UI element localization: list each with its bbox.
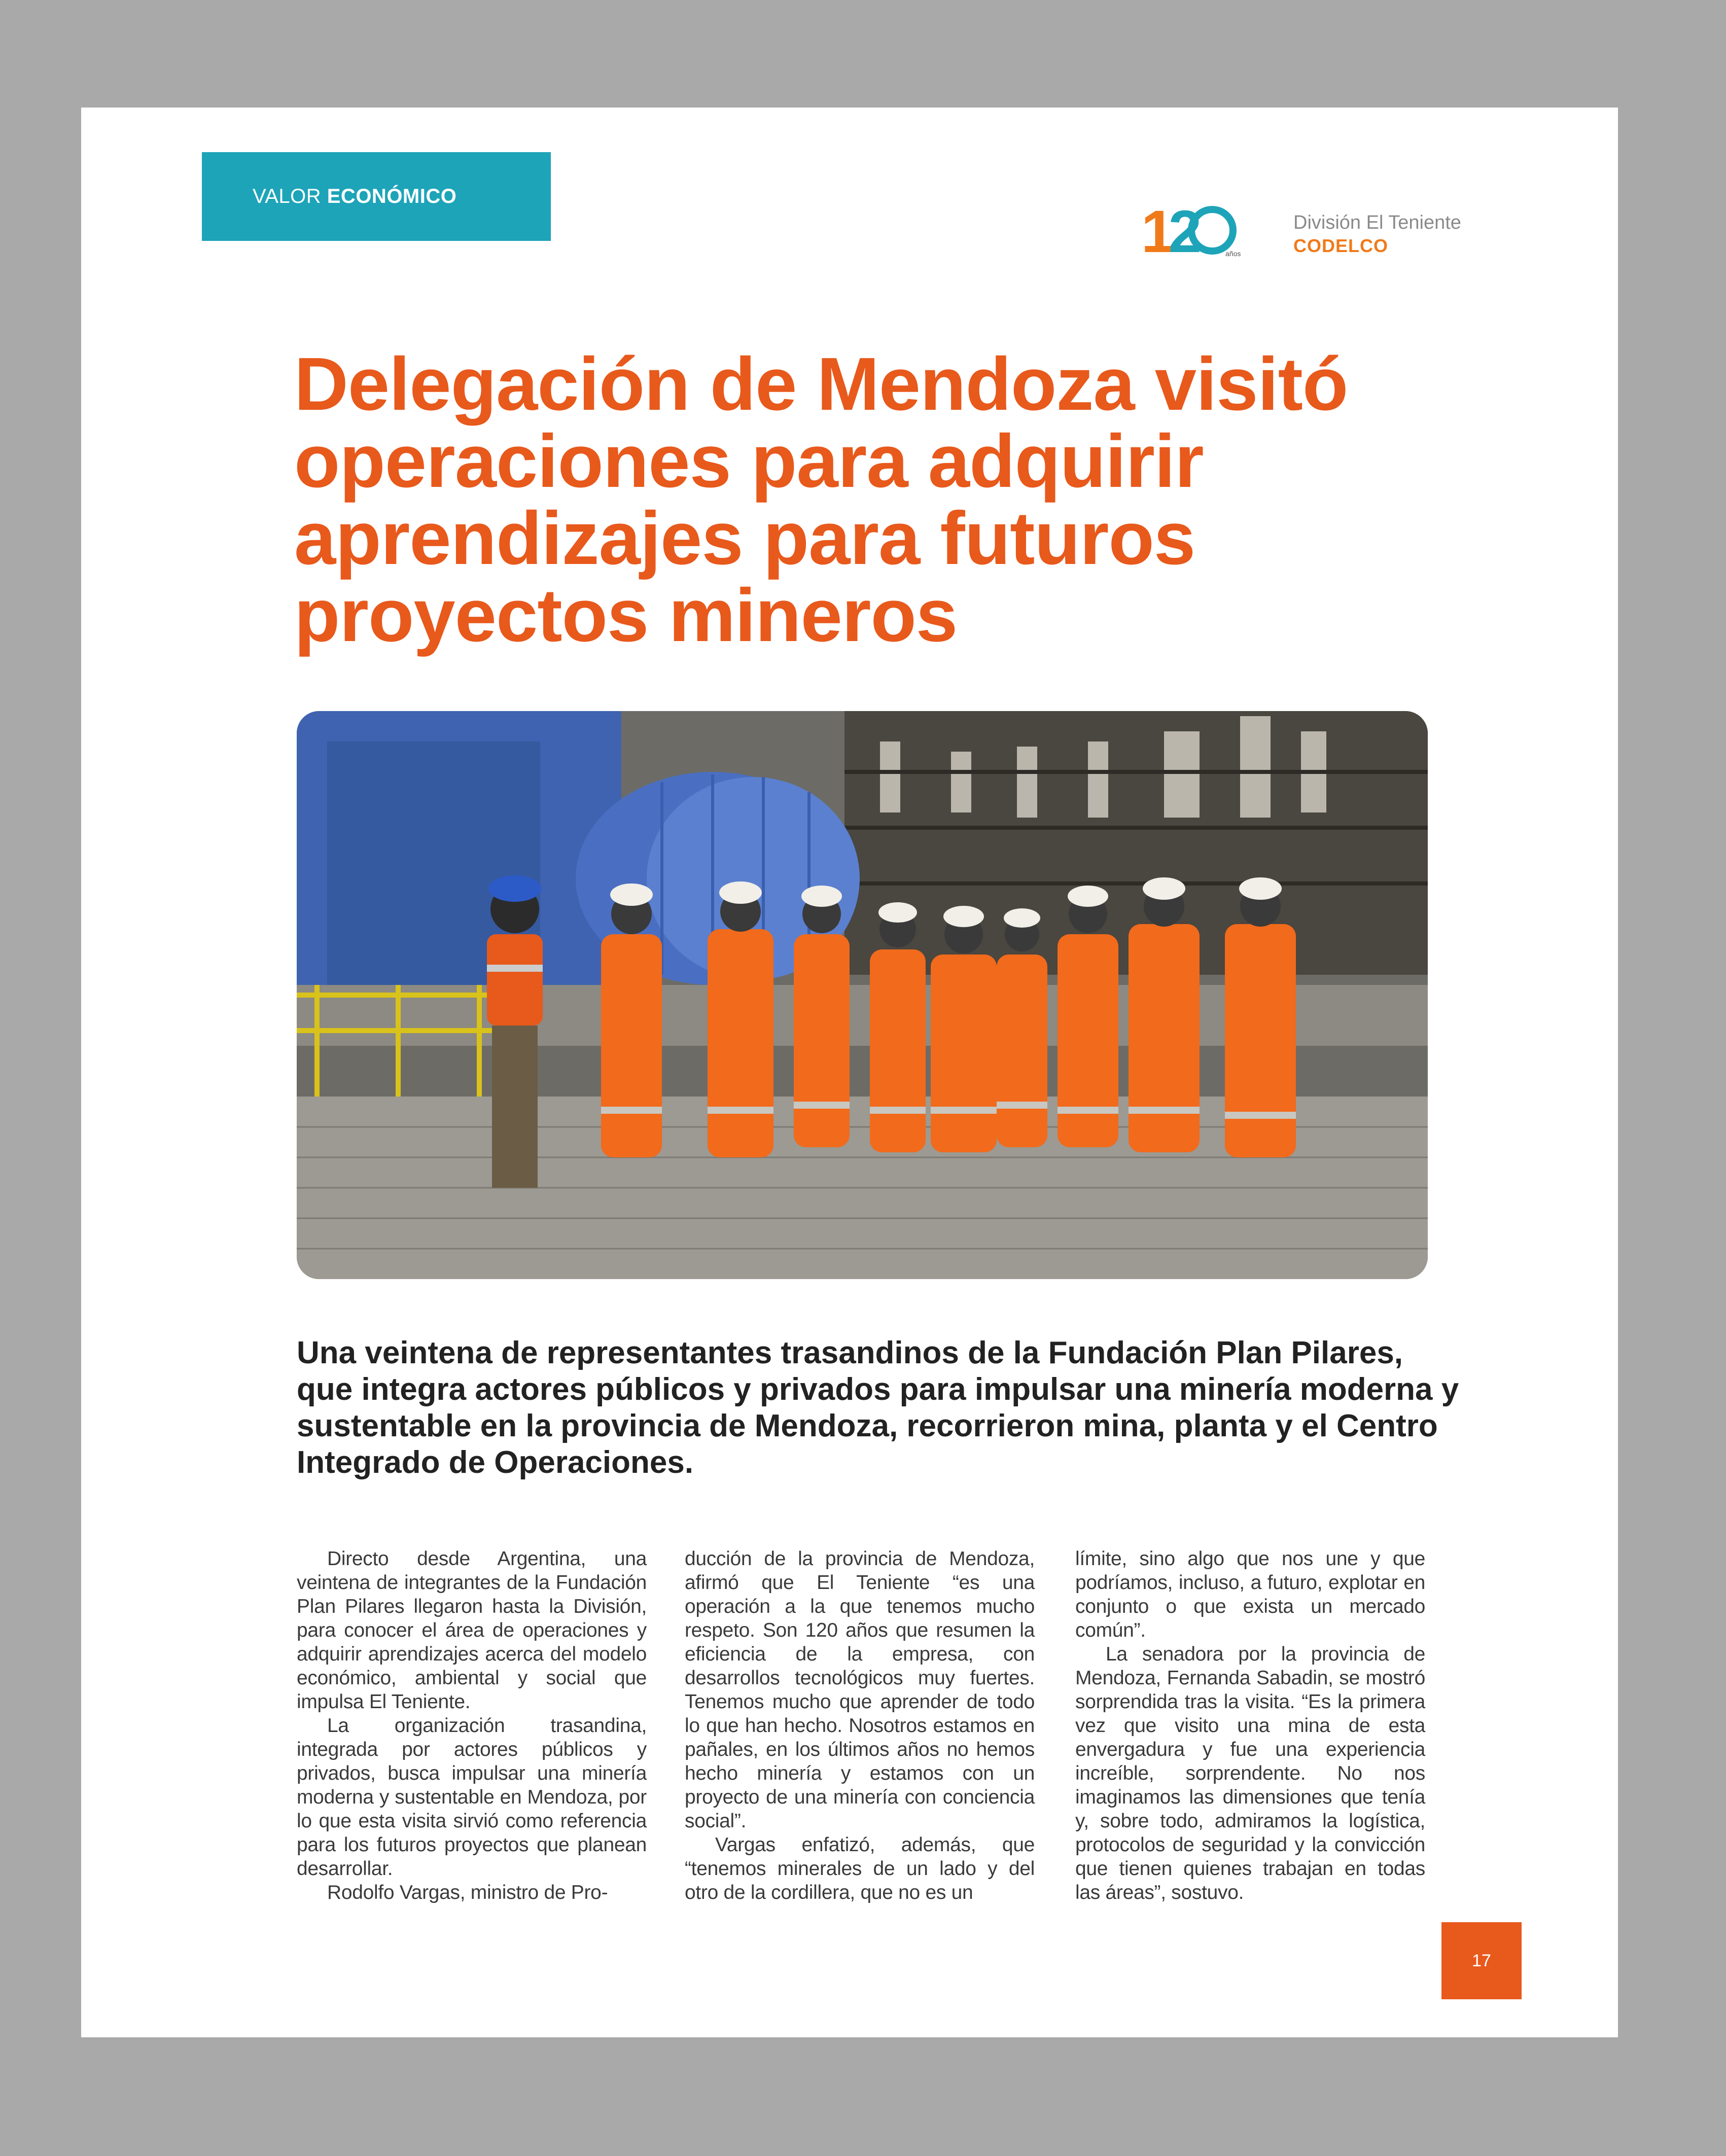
body-paragraph: ducción de la provincia de Mendoza, afirmó que El Teniente “es una operación a la que tenemos mucho respeto. Son 120 años que resumen la eficiencia de la empresa, con desarrollos tecnológicos muy fuertes. Tenemos mucho que aprender de todo lo que han hecho. Nosotros estamos en pañales, en los últimos años no hemos hecho minería y estamos con un proyecto de una minería con conciencia social”. [685, 1548, 1035, 1832]
section-tab [202, 152, 551, 241]
article-photo [297, 711, 1428, 1279]
magazine-page [81, 108, 1618, 2037]
section-label-light: VALOR [253, 185, 327, 207]
logo-brand-name: CODELCO [1293, 235, 1388, 256]
division-logo [1141, 198, 1461, 265]
body-paragraph: La organización trasandina, integrada por actores públicos y privados, busca impulsar una minería moderna y sustentable en Mendoza, por lo que esta visita sirvió como referencia para los futuros proyectos que planean desarrollar. [297, 1715, 647, 1880]
body-column-2 [685, 1547, 1035, 1904]
section-label [253, 185, 456, 208]
body-column-3 [1075, 1547, 1425, 1904]
article-headline: Delegación de Mendoza visitó operaciones para adquirir aprendizajes para futuros proyectos mineros [294, 342, 1348, 657]
body-paragraph: Rodolfo Vargas, ministro de Pro- [327, 1882, 608, 1903]
logo-zero-ring-icon [1188, 206, 1237, 255]
section-label-bold: ECONÓMICO [327, 185, 457, 207]
body-paragraph: límite, sino algo que nos une y que podríamos, incluso, a futuro, explotar en conjunto o que exista un mercado común”. [1075, 1548, 1425, 1641]
body-paragraph: Directo desde Argentina, una veintena de integrantes de la Fundación Plan Pilares llegaron hasta la División, para conocer el área de operaciones y adquirir aprendizajes acerca del modelo económico, ambiental y social que impulsa El Teniente. [297, 1548, 647, 1713]
body-column-1 [297, 1547, 647, 1904]
logo-years-text: años [1225, 250, 1241, 258]
body-paragraph: Vargas enfatizó, además, que “tenemos minerales de un lado y del otro de la cordillera, que no es un [685, 1834, 1035, 1903]
article-lead: Una veintena de representantes trasandinos de la Fundación Plan Pilares, que integra actores públicos y privados para impulsar una minería moderna y sustentable en la provincia de Mendoza, recorrieron mina, planta y el Centro Integrado de Operaciones. [297, 1335, 1459, 1480]
logo-division-name: División El Teniente [1293, 212, 1461, 233]
group-photo-illustration [297, 711, 1428, 1279]
logo-digit-one: 1 [1141, 198, 1169, 265]
body-paragraph: La senadora por la provincia de Mendoza, Fernanda Sabadin, se mostró sorprendida tras la visita. “Es la primera vez que visito una mina de esta envergadura y fue una experiencia increíble, sorprendente. No nos imaginamos las dimensiones que tenía y, sobre todo, admiramos la logística, protocolos de seguridad y la convicción que tienen quienes trabajan en todas las áreas”, sostuvo. [1075, 1643, 1425, 1903]
logo-digit-two: 2 [1168, 198, 1196, 265]
page-number-badge: 17 [1441, 1922, 1522, 1999]
